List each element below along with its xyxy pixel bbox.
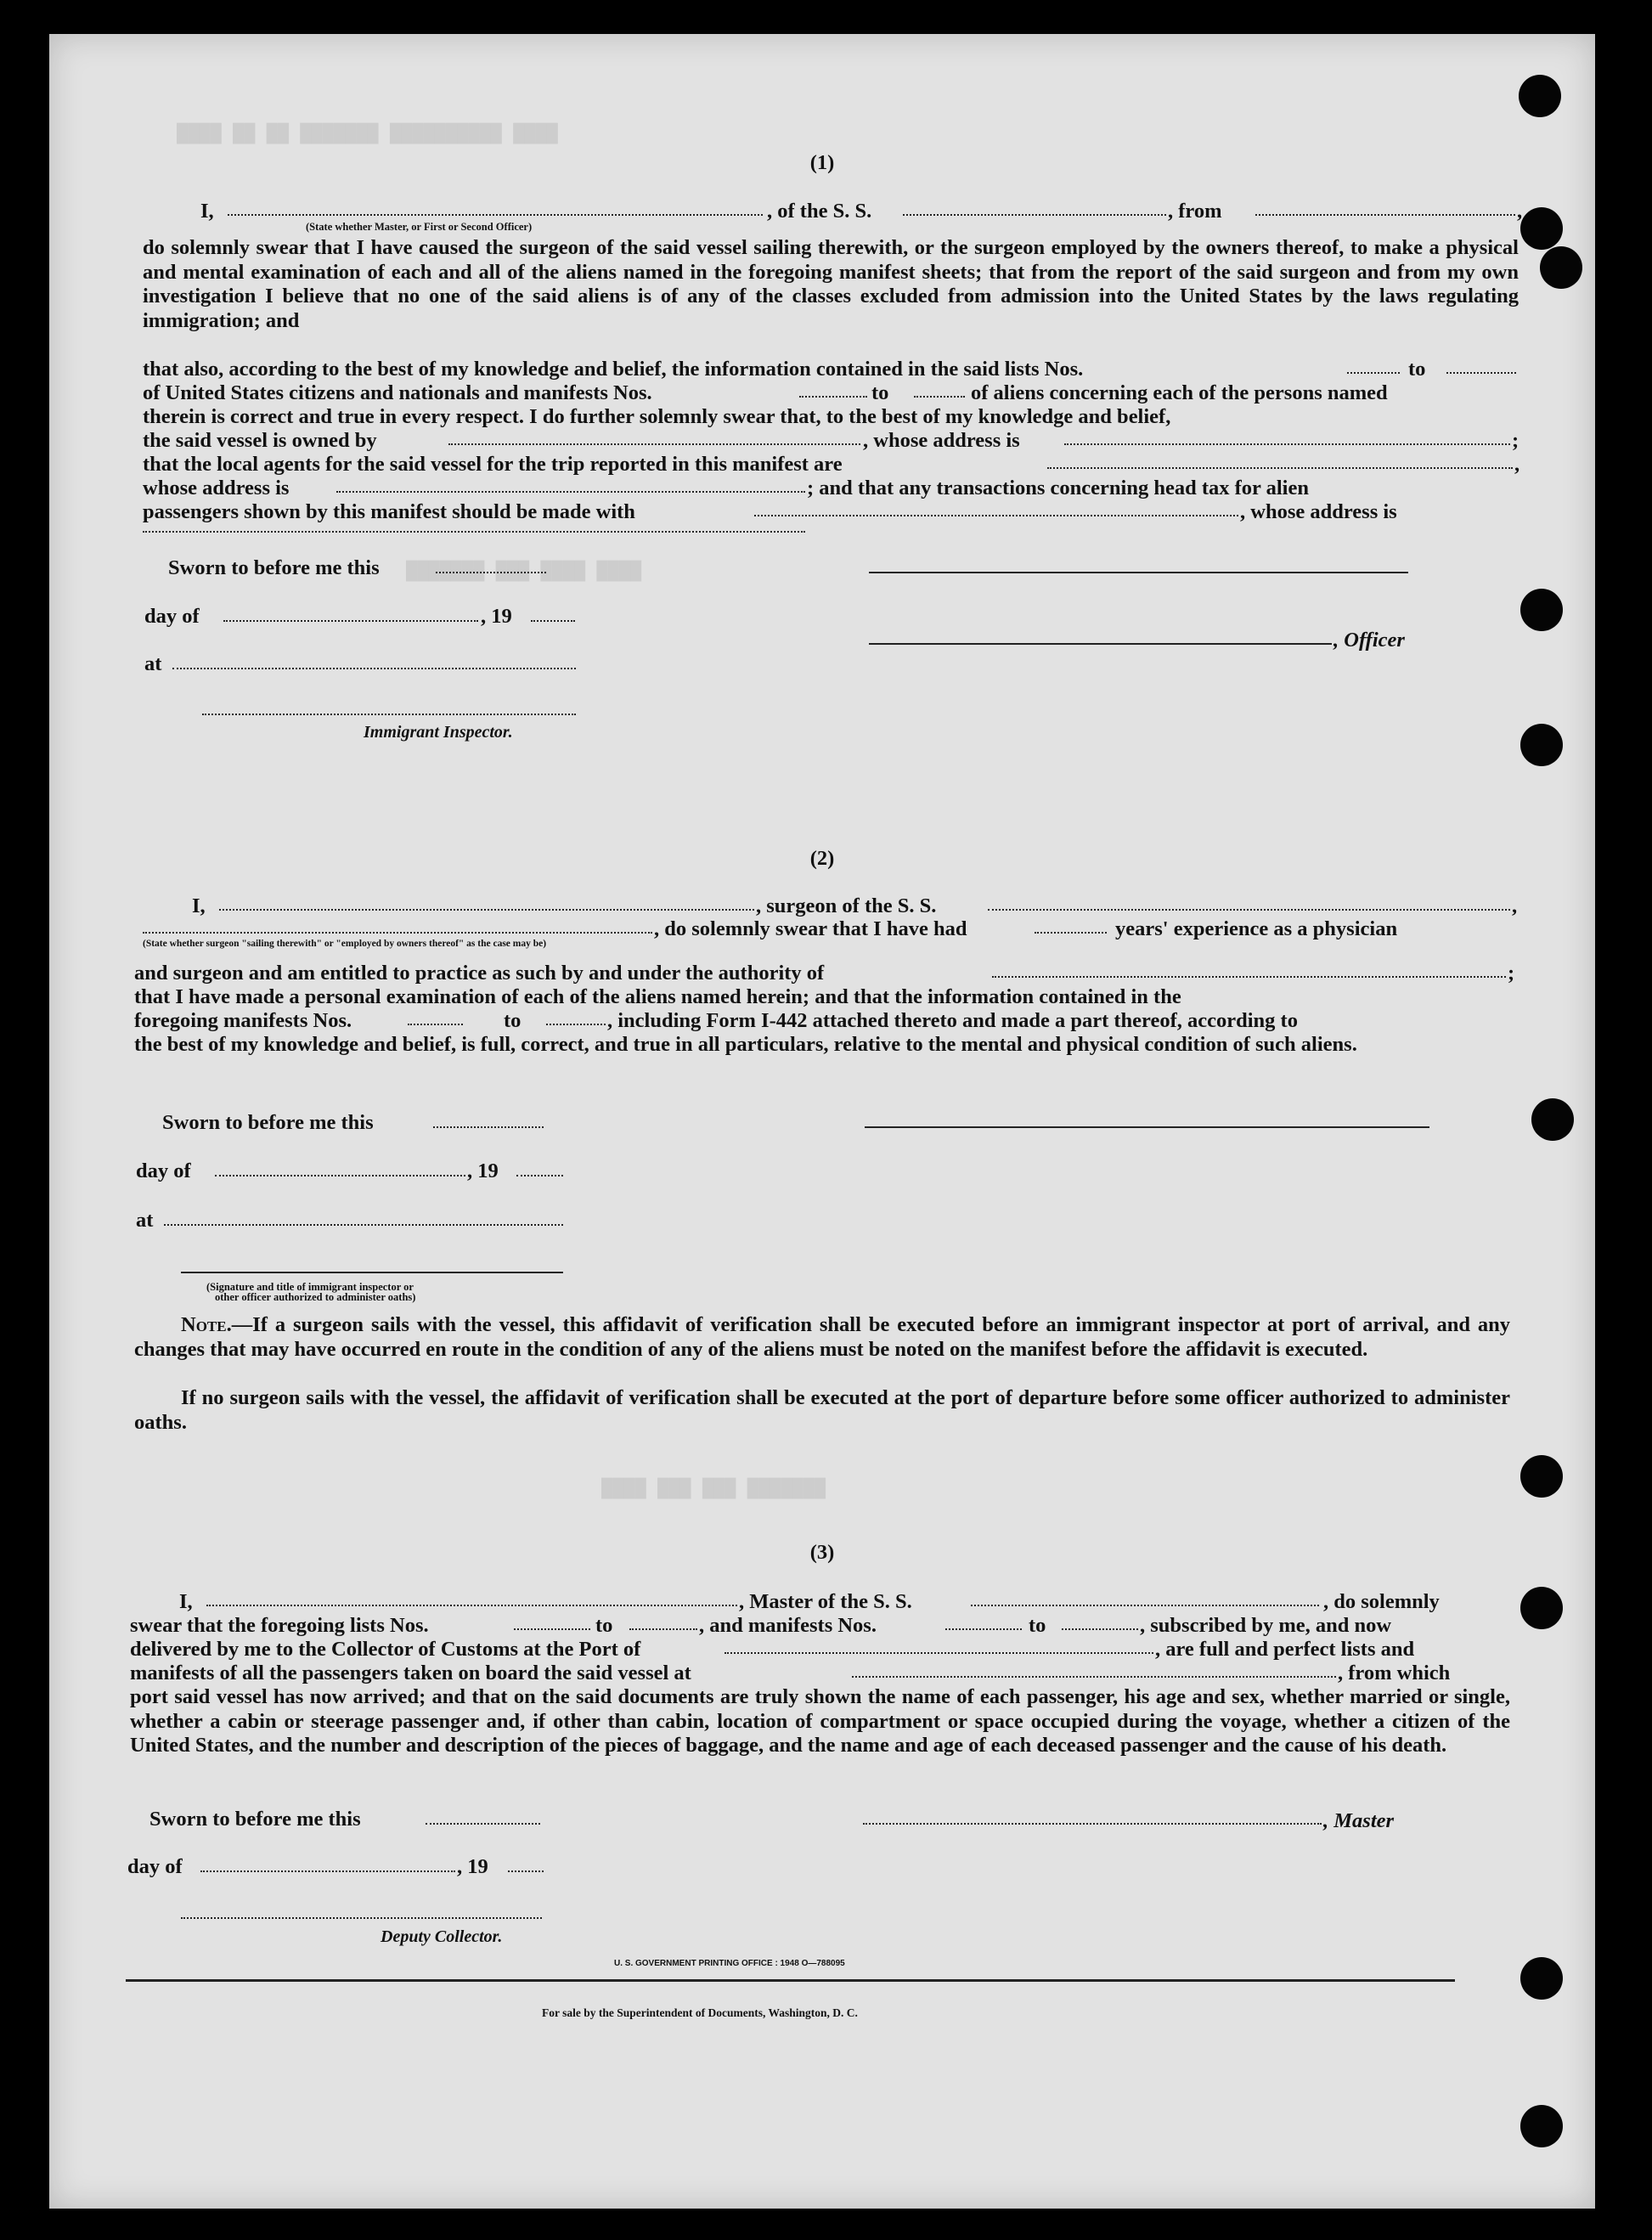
- bleed-through-ghost-text: ████ ███ ███ ███████: [601, 1478, 826, 1499]
- foregoing-lists-label: swear that the foregoing lists Nos.: [130, 1614, 429, 1637]
- form-i442-text: , including Form I-442 attached thereto and made a part thereof, according to: [607, 1009, 1298, 1032]
- years-experience-field[interactable]: [1035, 932, 1107, 934]
- master-label: , Master: [1323, 1809, 1395, 1832]
- from-label: , from: [1168, 200, 1222, 223]
- lists-to-label: to: [1408, 358, 1426, 381]
- solemnly-swear-text: , do solemnly swear that I have had: [654, 917, 967, 940]
- sworn-label-1: Sworn to before me this: [168, 556, 380, 579]
- full-perfect-text: , are full and perfect lists and: [1155, 1638, 1415, 1661]
- note-label: Note.: [181, 1313, 232, 1336]
- boarding-port-field[interactable]: [852, 1676, 1336, 1678]
- sworn-label-3: Sworn to before me this: [149, 1808, 361, 1831]
- lists-nos-text: that also, according to the best of my knowledge and belief, the information contained in the said lists Nos.: [143, 358, 1084, 381]
- footer-rule: [126, 1979, 1455, 1982]
- lists-to-field[interactable]: [1446, 372, 1516, 374]
- local-agents-field[interactable]: [1047, 467, 1513, 469]
- immigrant-inspector-label: Immigrant Inspector.: [364, 723, 513, 742]
- officer-signature-line[interactable]: [869, 572, 1408, 573]
- day-of-label-3: day of: [127, 1855, 183, 1878]
- years-experience-text: years' experience as a physician: [1115, 917, 1398, 940]
- surgeon-name-field[interactable]: [219, 909, 754, 911]
- for-sale-notice: For sale by the Superintendent of Documents, Washington, D. C.: [542, 2006, 858, 2019]
- officer-name-field[interactable]: [228, 214, 763, 216]
- whose-address-label-2: , whose address is: [1240, 500, 1397, 523]
- delivered-text: delivered by me to the Collector of Customs at the Port of: [130, 1638, 641, 1661]
- manifests-to-field-3[interactable]: [1062, 1628, 1138, 1630]
- punch-hole: [1520, 207, 1563, 250]
- master-vessel-field[interactable]: [971, 1605, 1319, 1606]
- signature-note-line-1: (Signature and title of immigrant inspector or: [206, 1281, 414, 1293]
- owned-by-label: the said vessel is owned by: [143, 429, 377, 452]
- master-of-ss-label: , Master of the S. S.: [739, 1590, 912, 1613]
- surgeon-instruction: (State whether surgeon "sailing therewith" or "employed by owners thereof" as the case may be): [143, 939, 547, 949]
- day-of-label-1: day of: [144, 605, 200, 628]
- inspector-signature-line[interactable]: [202, 714, 576, 715]
- at-label-1: at: [144, 652, 162, 675]
- punch-hole: [1520, 589, 1563, 631]
- lists-from-field-3[interactable]: [514, 1628, 590, 1630]
- year-field-3[interactable]: [508, 1870, 544, 1872]
- at-label-2: at: [136, 1209, 154, 1232]
- section-1-i-label: I,: [200, 200, 214, 223]
- surgeon-status-field[interactable]: [143, 932, 652, 934]
- month-field-1[interactable]: [223, 620, 478, 622]
- section-3-number: (3): [809, 1541, 835, 1564]
- day-of-label-2: day of: [136, 1159, 191, 1182]
- examination-text: that I have made a personal examination of each of the aliens named herein; and that the information contained in the: [134, 985, 1181, 1008]
- lists-from-field[interactable]: [1347, 372, 1400, 374]
- master-signature-line[interactable]: [863, 1823, 1322, 1825]
- master-name-field[interactable]: [206, 1605, 737, 1606]
- bleed-through-ghost-text: ███████ ███ ████ ████: [406, 561, 642, 582]
- lists-to-label-3: to: [595, 1614, 613, 1637]
- sworn-day-field-2[interactable]: [433, 1126, 544, 1128]
- deputy-collector-label: Deputy Collector.: [381, 1927, 503, 1946]
- manifests-to-field[interactable]: [914, 396, 965, 398]
- surgeon-signature-line[interactable]: [865, 1126, 1429, 1128]
- semicolon: ;: [1508, 962, 1515, 985]
- year-field-1[interactable]: [531, 620, 575, 622]
- manifests-to-label-3: to: [1029, 1614, 1046, 1637]
- note-paragraph-2: If no surgeon sails with the vessel, the affidavit of verification shall be executed at the port of departure before some officer authorized to administer oaths.: [134, 1386, 1510, 1434]
- note-paragraph: [134, 1313, 1510, 1362]
- manifests-to-label-2: to: [504, 1009, 522, 1032]
- head-tax-agent-field[interactable]: [754, 515, 1238, 516]
- signature-note-line-2: other officer authorized to administer oaths): [215, 1291, 416, 1303]
- punch-hole: [1520, 1957, 1563, 2000]
- punch-hole: [1531, 1098, 1574, 1141]
- officer-label: , Officer: [1333, 629, 1405, 652]
- master-officer-instruction: (State whether Master, or First or Second Officer): [306, 221, 533, 233]
- section-2-number: (2): [809, 847, 835, 870]
- officer-title-line[interactable]: [869, 643, 1332, 645]
- lists-to-field-3[interactable]: [629, 1628, 697, 1630]
- year-label-2: , 19: [467, 1159, 499, 1182]
- inspector-signature-line-2[interactable]: [181, 1272, 563, 1273]
- subscribed-text: , subscribed by me, and now: [1140, 1614, 1392, 1637]
- authority-text: and surgeon and am entitled to practice as such by and under the authority of: [134, 962, 825, 985]
- comma: ,: [1517, 200, 1523, 223]
- and-manifests-label: , and manifests Nos.: [699, 1614, 877, 1637]
- owner-field[interactable]: [448, 443, 860, 445]
- punch-hole: [1520, 1587, 1563, 1629]
- agents-address-field[interactable]: [336, 491, 805, 493]
- passengers-manifest-text: passengers shown by this manifest should be made with: [143, 500, 635, 523]
- note-text: —If a surgeon sails with the vessel, this affidavit of verification shall be executed before an immigrant inspector at port of arrival, and any changes that may have occurred en route in the condition of any of the aliens must be noted on the manifest before the affidavit is executed.: [134, 1313, 1510, 1361]
- section-1-number: (1): [809, 151, 835, 174]
- punch-hole: [1519, 75, 1561, 117]
- do-solemnly-label: , do solemnly: [1323, 1590, 1440, 1613]
- citizens-text: of United States citizens and nationals and manifests Nos.: [143, 381, 652, 404]
- section-2-i-label: I,: [192, 894, 206, 917]
- bleed-through-ghost-text: ████ ██ ██ ███████ ██████████ ████: [177, 123, 558, 144]
- sworn-day-field-1[interactable]: [436, 572, 546, 573]
- vessel-name-field[interactable]: [903, 214, 1166, 216]
- manifests-passengers-text: manifests of all the passengers taken on board the said vessel at: [130, 1662, 691, 1684]
- agents-address-label: whose address is: [143, 477, 290, 499]
- comma: ,: [1514, 453, 1520, 476]
- sworn-day-field-3[interactable]: [426, 1823, 540, 1825]
- whose-address-label: , whose address is: [863, 429, 1020, 452]
- manifests-to-label: to: [871, 381, 889, 404]
- section-3-i-label: I,: [179, 1590, 193, 1613]
- correct-statement-text: therein is correct and true in every respect. I do further solemnly swear that, to the best of my knowledge and belief,: [143, 405, 1171, 428]
- aliens-concerning-text: of aliens concerning each of the persons named: [971, 381, 1388, 404]
- from-which-text: , from which: [1338, 1662, 1451, 1684]
- collector-signature-line[interactable]: [181, 1917, 542, 1919]
- year-label-1: , 19: [481, 605, 512, 628]
- form-page: [49, 34, 1595, 2209]
- foregoing-manifests-label: foregoing manifests Nos.: [134, 1009, 352, 1032]
- year-label-3: , 19: [457, 1855, 488, 1878]
- port-of-field[interactable]: [725, 1652, 1153, 1654]
- month-field-2[interactable]: [215, 1175, 465, 1176]
- owner-address-field[interactable]: [1064, 443, 1510, 445]
- section-3-closing-paragraph: port said vessel has now arrived; and that on the said documents are truly shown the name of each passenger, his age and sex, whether married or single, whether a cabin or steerage passenger and, if other than cabin, location of compartment or space occupied during the voyage, whether a citizen of the United States, and the number and description of the pieces of baggage, and the name and age of each deceased passenger and the cause of his death.: [130, 1685, 1510, 1757]
- of-ss-label: , of the S. S.: [767, 200, 872, 223]
- manifests-from-field-3[interactable]: [945, 1628, 1022, 1630]
- comma: ,: [1512, 894, 1518, 917]
- semicolon: ;: [1512, 429, 1520, 452]
- punch-hole: [1520, 724, 1563, 766]
- manifests-from-field[interactable]: [799, 396, 867, 398]
- departure-port-field[interactable]: [1255, 214, 1515, 216]
- sworn-label-2: Sworn to before me this: [162, 1111, 374, 1134]
- year-field-2[interactable]: [516, 1175, 563, 1176]
- surgeon-of-ss-label: , surgeon of the S. S.: [756, 894, 937, 917]
- gpo-imprint: U. S. GOVERNMENT PRINTING OFFICE : 1948 O—788095: [614, 1959, 845, 1968]
- manifests-to-field-2[interactable]: [546, 1024, 606, 1025]
- at-place-field-1[interactable]: [172, 668, 576, 669]
- local-agents-text: that the local agents for the said vessel for the trip reported in this manifest are: [143, 453, 843, 476]
- at-place-field-2[interactable]: [164, 1224, 563, 1226]
- punch-hole: [1520, 2105, 1563, 2147]
- authority-field[interactable]: [992, 976, 1506, 978]
- section-1-oath-paragraph: do solemnly swear that I have caused the surgeon of the said vessel sailing therewith, or the surgeon employed by the owners thereof, to make a physical and mental examination of each and all of the aliens named in the foregoing manifest sheets; that from the report of the said surgeon and from my own investigation I believe that no one of the said aliens is of any of the classes excluded from admission into the United States by the laws regulating immigration; and: [143, 236, 1519, 332]
- month-field-3[interactable]: [200, 1870, 455, 1872]
- punch-hole: [1540, 246, 1582, 289]
- manifests-from-field-2[interactable]: [408, 1024, 463, 1025]
- surgeon-vessel-field[interactable]: [988, 909, 1510, 911]
- head-tax-text: ; and that any transactions concerning head tax for alien: [807, 477, 1309, 499]
- head-tax-agent-address-field[interactable]: [143, 531, 805, 533]
- section-2-closing-paragraph: the best of my knowledge and belief, is full, correct, and true in all particulars, relative to the mental and physical condition of such aliens.: [134, 1033, 1357, 1056]
- punch-hole: [1520, 1455, 1563, 1498]
